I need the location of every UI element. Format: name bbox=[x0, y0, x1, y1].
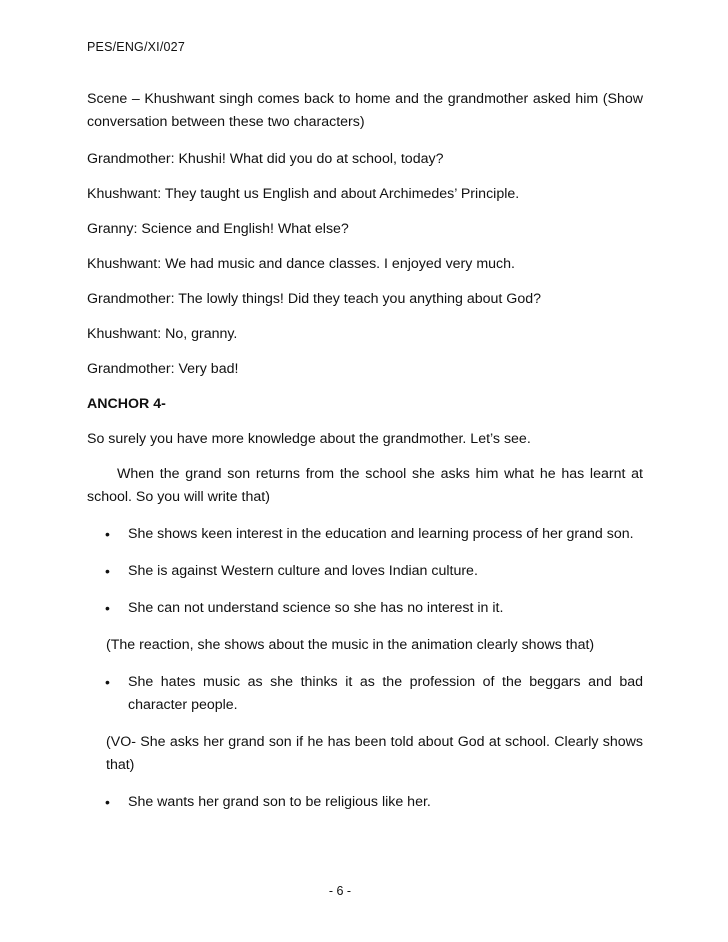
list-item-text: She shows keen interest in the education and learning process of her grand son. bbox=[128, 526, 634, 542]
anchor-heading: ANCHOR 4- bbox=[87, 396, 166, 412]
list-item bbox=[87, 597, 643, 620]
list-item-text: She wants her grand son to be religious like her. bbox=[128, 794, 431, 810]
bullet-icon: • bbox=[105, 526, 110, 542]
page-body bbox=[87, 88, 643, 828]
dialogue-line: Khushwant: We had music and dance classes. I enjoyed very much. bbox=[87, 256, 515, 272]
dialogue-line: Grandmother: Very bad! bbox=[87, 361, 239, 377]
list-item bbox=[87, 671, 643, 717]
list-item-text: She can not understand science so she has no interest in it. bbox=[128, 600, 504, 616]
trait-list bbox=[87, 671, 643, 717]
trait-list bbox=[87, 523, 643, 620]
page-number: - 6 - bbox=[328, 884, 352, 898]
bullet-icon: • bbox=[105, 674, 110, 690]
dialogue-line: Grandmother: Khushi! What did you do at school, today? bbox=[87, 151, 444, 167]
voiceover-note: (VO- She asks her grand son if he has been told about God at school. Clearly shows that) bbox=[106, 734, 643, 773]
list-item-text: She is against Western culture and loves Indian culture. bbox=[128, 563, 478, 579]
animation-note: (The reaction, she shows about the music in the animation clearly shows that) bbox=[106, 637, 595, 653]
scene-description: Scene – Khushwant singh comes back to home and the grandmother asked him (Show conversation between these two characters) bbox=[87, 91, 643, 130]
bullet-icon: • bbox=[105, 794, 110, 810]
list-item bbox=[87, 523, 643, 546]
anchor-intro: So surely you have more knowledge about the grandmother. Let’s see. bbox=[87, 431, 531, 447]
dialogue-line: Grandmother: The lowly things! Did they teach you anything about God? bbox=[87, 291, 542, 307]
document-code-header: PES/ENG/XI/027 bbox=[87, 40, 185, 54]
anchor-paragraph: When the grand son returns from the school she asks him what he has learnt at school. So you will write that) bbox=[87, 466, 643, 505]
dialogue-line: Granny: Science and English! What else? bbox=[87, 221, 349, 237]
trait-list bbox=[87, 791, 643, 814]
list-item-text: She hates music as she thinks it as the profession of the beggars and bad character people. bbox=[128, 674, 643, 713]
list-item bbox=[87, 560, 643, 583]
bullet-icon: • bbox=[105, 563, 110, 579]
dialogue-line: Khushwant: They taught us English and about Archimedes’ Principle. bbox=[87, 186, 520, 202]
bullet-icon: • bbox=[105, 600, 110, 616]
dialogue-line: Khushwant: No, granny. bbox=[87, 326, 238, 342]
list-item bbox=[87, 791, 643, 814]
